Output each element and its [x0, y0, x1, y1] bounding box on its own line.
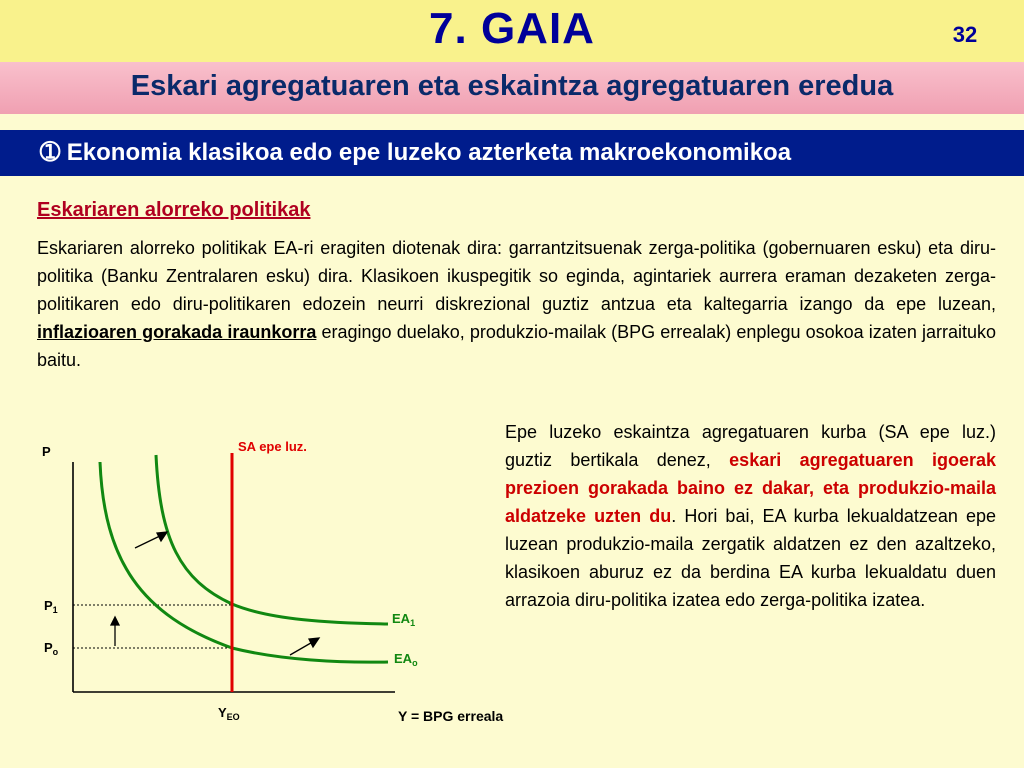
- topic-heading: [40, 138, 1000, 167]
- sa-label: SA epe luz.: [238, 439, 307, 454]
- y-tick-po: $P_o$: [44, 640, 59, 657]
- ea1-label: $EA_1$: [392, 611, 416, 628]
- y-axis-label: P: [42, 444, 51, 459]
- slide-title: 7. GAIA: [429, 4, 595, 53]
- circled-one-icon: ➀: [40, 139, 61, 166]
- y-tick-p1: $P_1$: [44, 598, 58, 615]
- explanation-red: eskari agregatuaren igoerak prezioen gorakada baino ez dakar, eta produkzio-maila aldatzeke uzten du: [505, 450, 996, 526]
- topic-text: Ekonomia klasikoa edo epe luzeko azterketa makroekonomikoa: [66, 139, 792, 166]
- policy-paragraph: [37, 234, 996, 374]
- x-tick-yeo: $Y_{EO}$: [218, 705, 240, 722]
- para1-text-before: Eskariaren alorreko politikak EA-ri eragiten diotenak dira: garrantzitsuenak zerga-politika (gobernuaren esku) eta diru-politika (Banku Zentralaren esku) dira. Klasikoen ikuspegitik so eginda, agintariek aurrera eraman dezaketen zerga-politikaren edo diru-politikaren edozein neurri diskrezional guztiz antzua eta kaltegarria izango da epe luzean,: [37, 238, 996, 314]
- explanation-part2: . Hori bai, EA kurba lekualdatzean epe luzean produkzio-maila zergatik aldatzen ez den azaltzeko, klasikoen aburuz ez da berdina EA kurba lekualdatu duen arrazoia diru-politika izatea edo zerga-politika izatea.: [505, 506, 997, 610]
- slide-subtitle: Eskari agregatuaren eta eskaintza agregatuaren eredua: [130, 70, 894, 102]
- para1-text-after: eragingo duelako, produkzio-mailak (BPG errealak) enplegu osokoa izaten jarraituko baitu.: [37, 322, 997, 370]
- section-heading: Eskariaren alorreko politikak: [37, 199, 311, 221]
- ad-as-chart: [0, 420, 540, 730]
- para1-highlight: inflazioaren gorakada iraunkorra: [37, 322, 317, 342]
- ea1-curve: [156, 455, 388, 624]
- shift-arrow-lower: [290, 638, 319, 655]
- eao-label: $EA_o$: [394, 651, 418, 668]
- price-rise-arrow: [111, 617, 119, 646]
- eao-curve: [100, 462, 388, 662]
- shift-arrow-upper: [135, 532, 167, 548]
- explanation-paragraph: [505, 418, 996, 614]
- slide-number: 32: [952, 22, 978, 47]
- x-axis-label: Y = BPG erreala: [398, 708, 504, 724]
- explanation-part1: Epe luzeko eskaintza agregatuaren kurba (SA epe luz.) guztiz bertikala denez,: [505, 422, 996, 470]
